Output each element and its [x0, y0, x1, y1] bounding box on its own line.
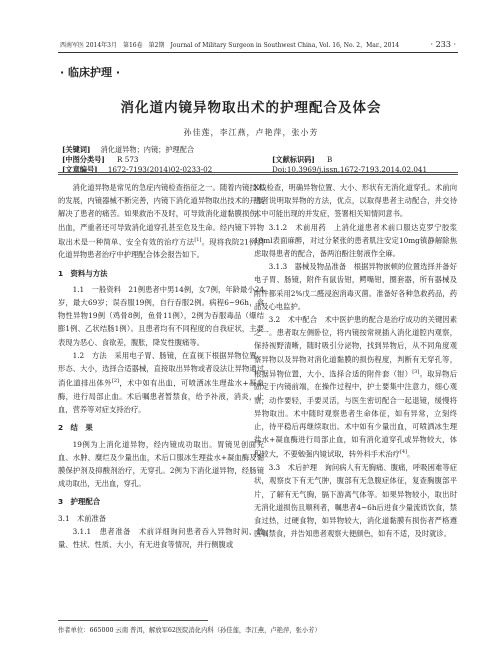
intro-paragraph: 消化道异物是常见的急症内镜检查指征之一。随着内镜技术的发展，内镜器械不断完善，内镜下消化道异物取出技术的开展解决了患者的痛苦。如果救治不及时，可导致消化道黏膜损伤，出血，严重者还可导致消化道穿孔甚至危及生命。经内镜下异物取出术是一种简单、安全有效的治疗方法[1]。现将我院21例消化道异物患者治疗中护理配合体会报告如下。	[58, 183, 264, 260]
paragraph-postop: 3.3 术后护理 询问病人有无胸痛、腹痛，呼吸困难等症状，观察皮下有无气肿，腹部有无急腹症体征，复查胸腹部平片，了解有无气胸，膈下游离气体等。如果异物较小，取出时无消化道损伤且顺利者，嘱患者4~6h后进食少量流质饮食，禁食过热，过硬食物，如异物较大，消化道黏膜有损伤者严格遵医嘱禁食，并告知患者观察大便颜色，如有不适，及时就诊。	[254, 463, 457, 539]
keywords-value: 消化道异物；内镜；护理配合	[100, 145, 195, 154]
citation: [1]	[194, 236, 202, 243]
paragraph-premedication: 3.1.2 术前用药 上消化道患者术前口服达克罗宁胶浆10ml表面麻醉，对过分紧张的患者肌注安定10mg镇静解除焦虑取得患者的配合，备两泊酚注射液作全麻。	[254, 222, 457, 259]
citation: [3]	[412, 368, 420, 375]
keywords-line	[62, 145, 194, 155]
header-rule	[58, 52, 458, 53]
doc-code-value: B	[327, 155, 333, 164]
article-no-label: [文章编号]	[62, 165, 98, 174]
doi-label: Doi:	[272, 165, 287, 174]
right-column	[254, 181, 457, 540]
footnote-rule	[58, 620, 208, 621]
author-affiliation: 作者单位：665000 云南 普洱，解放军62医院消化内科（孙佳莲，李江燕，卢艳萍，张小芳）	[58, 627, 321, 634]
article-no-value: 1672-7193(2014)02-0233-02	[107, 165, 213, 174]
article-authors: 孙佳莲，李江燕，卢艳萍，张小芳	[183, 128, 319, 137]
paragraph-instruments: 3.1.3 器械及物品准备 根据异物嵌顿的位置选择并备好电子胃、肠镜，附件有鼠齿钳，鳄嘴钳，圈套器，所有器械及附件都采用2%戊二醛浸泡消毒灭菌。准备好各种急救药品，药品及心电监护。	[254, 262, 457, 311]
doc-code-line	[272, 155, 332, 165]
section-heading-results: 2 结 果	[58, 423, 93, 433]
doc-code-label: [文献标识码]	[272, 155, 315, 164]
paragraph-general-data: 1.1 一般资料 21例患者中男14例，女7例，年龄最小24岁，最大69岁；误吞服19例，自行吞服2例。病程6~96h，食物性异物19例（鸡骨8例，鱼骨11例），2例为吞服毒品（爆结膨1例、乙状结肠1例）。且患者均有不同程度的自我症状，主要表现为恶心、食欲差，腹胀，降发性腹痛等。	[58, 284, 264, 347]
citation: [4]	[399, 449, 408, 456]
clc-line	[62, 155, 138, 165]
running-head: 西南军医 2014年3月 第16卷 第2期 Journal of Military Surgeon in Southwest China, Vol. 16, No. 2，Mar., 2014	[60, 42, 400, 49]
citation: [2]	[111, 378, 119, 385]
paragraph-results: 19例为上消化道异物，经内镜成功取出。胃镜见创面充血、水肿、糜烂及少量出血，术后口服冰生理盐水+凝血酶及黏膜保护剂及抑酸剂治疗，无穿孔。2例为下消化道异物，经肠镜成功取出，无出血，穿孔。	[58, 439, 264, 489]
paragraph-methods: 1.2 方法 采用电子胃、肠镜，在直视下根据异物位置、形态、大小，选择合适器械，直接取出异物或者设法让异物通过消化道排出体外[2]，术中如有出血，可喷洒冰生理盐水+凝血酶，进行局部止血。术后嘱患者暂禁食，给予补液，消炎，止血，营养等对症支持治疗。	[58, 350, 264, 415]
paragraph-patient-prep: 3.1.1 患者准备 术前详细询问患者吞入异物时间、数量、性状、性质、大小，有无进食等情况，并行侧腹或	[58, 526, 264, 549]
paragraph-intraop: 3.2 术中配合 术中医护患的配合是治疗成功的关键因素之一。患者取左侧卧位，将内镜按常规插入消化道腔内观察，保持视野清晰，随时吸引分泌物，找到异物后，从不同角度观察异物以及异物对消化道黏膜的损伤程度，判断有无穿孔等，根据异物位置，大小，选择合适的附件套（钳）[3]。取异物后固定于内镜前端，在操作过程中，护士要集中注意力，细心观察，动作要轻，手要灵活，与医生密切配合一起退镜，缓慢将异物取出。术中随时观察患者生命体征，如有异常，立刻终止，待平稳后再继续取出。术中如有少量出血，可喷洒冰生理盐水+凝血酶进行局部止血，如有消化道穿孔或异物较大，体积较大，不要勉强内镜试取，转外科手术治疗[4]。	[254, 315, 458, 459]
section-label: · 临床护理 ·	[60, 66, 121, 79]
clc-label: [中图分类号]	[62, 155, 105, 164]
section-heading-nursing: 3 护理配合	[58, 497, 101, 507]
meta-rule	[58, 172, 458, 173]
meta-rule-second	[58, 174, 458, 175]
clc-value: R 573	[117, 155, 139, 164]
page-number: · 233 ·	[430, 40, 456, 49]
keywords-label: [关键词]	[62, 145, 91, 154]
left-column	[58, 181, 264, 551]
doi-value: 10.3969/j.issn.1672-7193.2014.02.041	[286, 165, 428, 174]
article-title: 消化道内镜异物取出术的护理配合及体会	[120, 100, 382, 116]
subheading-preop: 3.1 术前准备	[58, 513, 107, 523]
paragraph-xray: X线检查，明确异物位置、大小、形状有无消化道穿孔。术前向患者说明取异物的方法，优点，以取得患者主动配合，并交待术中可能出现的并发症，签署相关知情同意书。	[254, 183, 457, 219]
section-heading-materials: 1 资料与方法	[58, 268, 108, 278]
